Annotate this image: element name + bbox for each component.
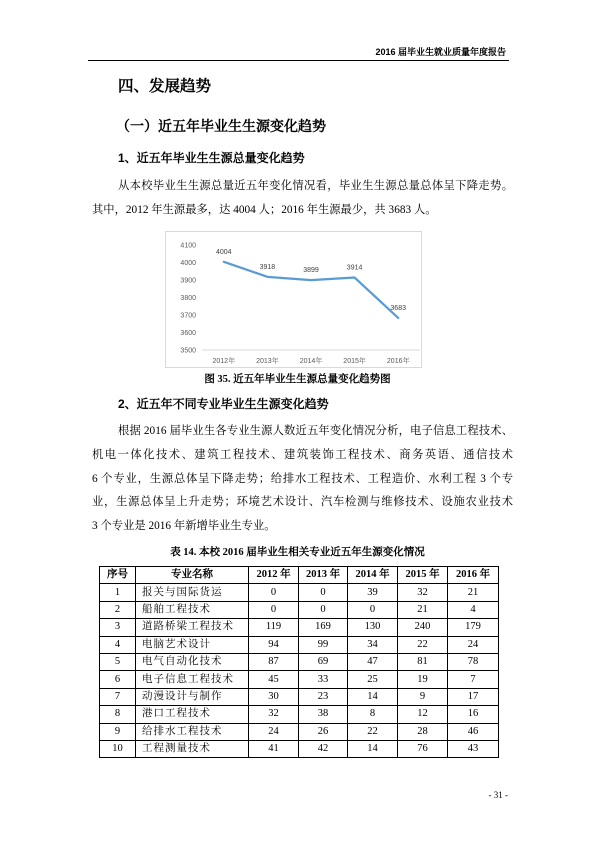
enrollment-count-cell: 0 <box>249 584 299 601</box>
paragraph-line: 6 个专业，生源总体呈下降走势；给排水工程技术、工程造价、水利工程 3 个专 <box>92 472 513 485</box>
table-header-row <box>100 567 499 584</box>
enrollment-count-cell: 81 <box>398 653 448 670</box>
x-tick-label: 2016年 <box>386 358 410 365</box>
major-name-cell: 动漫设计与制作 <box>136 688 249 705</box>
figure-caption: 图 35. 近五年毕业生生源总量变化趋势图 <box>204 374 391 385</box>
table-row <box>100 601 499 618</box>
enrollment-count-cell: 69 <box>299 653 348 670</box>
table-row <box>100 706 499 723</box>
column-header: 2012 年 <box>249 567 299 584</box>
table-row <box>100 619 499 636</box>
major-enrollment-table <box>99 566 499 758</box>
enrollment-count-cell: 42 <box>299 740 348 757</box>
paragraph-line: 根据 2016 届毕业生各专业生源人数近五年变化情况分析，电子信息工程技术、 <box>118 425 513 437</box>
y-tick-label: 3600 <box>180 330 196 337</box>
data-label: 3899 <box>303 267 319 275</box>
row-number-cell: 4 <box>100 636 136 653</box>
table-row <box>100 740 499 757</box>
enrollment-count-cell: 25 <box>348 671 398 688</box>
table-row <box>100 671 499 688</box>
enrollment-count-cell: 99 <box>299 636 348 653</box>
x-tick-label: 2015年 <box>343 358 366 365</box>
enrollment-count-cell: 41 <box>249 740 299 757</box>
paragraph-total-trend <box>92 174 513 222</box>
column-header: 2013 年 <box>299 567 348 584</box>
column-header: 2016 年 <box>448 567 499 584</box>
enrollment-count-cell: 33 <box>299 671 348 688</box>
x-tick-label: 2013年 <box>256 358 279 365</box>
major-name-cell: 电脑艺术设计 <box>136 636 249 653</box>
chart-border <box>166 232 422 368</box>
paragraph-line: 从本校毕业生生源总量近五年变化情况看，毕业生生源总量总体呈下降走势。 <box>118 180 513 192</box>
enrollment-count-cell: 94 <box>249 636 299 653</box>
table-body <box>100 584 499 758</box>
enrollment-count-cell: 119 <box>249 619 299 636</box>
enrollment-count-cell: 32 <box>249 706 299 723</box>
row-number-cell: 6 <box>100 671 136 688</box>
enrollment-count-cell: 34 <box>348 636 398 653</box>
enrollment-count-cell: 43 <box>448 740 499 757</box>
row-number-cell: 3 <box>100 619 136 636</box>
enrollment-count-cell: 26 <box>299 723 348 740</box>
row-number-cell: 5 <box>100 653 136 670</box>
column-header: 序号 <box>100 567 136 584</box>
y-tick-label: 3900 <box>180 277 196 285</box>
paragraph-line: 业，生源总体呈上升走势；环境艺术设计、汽车检测与维修技术、设施农业技术 <box>92 496 513 509</box>
enrollment-count-cell: 28 <box>398 723 448 740</box>
enrollment-count-cell: 16 <box>448 706 499 723</box>
enrollment-count-cell: 32 <box>398 584 448 601</box>
enrollment-count-cell: 4 <box>448 601 499 618</box>
enrollment-count-cell: 0 <box>299 601 348 618</box>
report-header-title: 2016 届毕业生就业质量年度报告 <box>375 47 506 57</box>
enrollment-count-cell: 22 <box>348 723 398 740</box>
enrollment-count-cell: 14 <box>348 688 398 705</box>
section-heading: 四、发展趋势 <box>118 78 212 95</box>
enrollment-count-cell: 240 <box>398 619 448 636</box>
enrollment-count-cell: 46 <box>448 723 499 740</box>
enrollment-count-cell: 38 <box>299 706 348 723</box>
subsection-heading: （一）近五年毕业生生源变化趋势 <box>116 118 326 134</box>
enrollment-count-cell: 24 <box>448 636 499 653</box>
enrollment-count-cell: 7 <box>448 671 499 688</box>
paragraph-line: 3 个专业是 2016 年新增毕业生专业。 <box>92 520 276 532</box>
enrollment-count-cell: 0 <box>299 584 348 601</box>
enrollment-count-cell: 47 <box>348 653 398 670</box>
enrollment-count-cell: 21 <box>398 601 448 618</box>
major-name-cell: 报关与国际货运 <box>136 584 249 601</box>
topic-heading-total-trend: 1、近五年毕业生生源总量变化趋势 <box>118 151 305 165</box>
row-number-cell: 2 <box>100 601 136 618</box>
table-row <box>100 584 499 601</box>
table-row <box>100 688 499 705</box>
table-row <box>100 653 499 670</box>
paragraph-line: 机电一体化技术、建筑工程技术、建筑装饰工程技术、商务英语、通信技术 <box>92 448 513 461</box>
y-tick-label: 3500 <box>180 347 196 355</box>
table-caption: 表 14. 本校 2016 届毕业生相关专业近五年生源变化情况 <box>170 547 425 558</box>
row-number-cell: 8 <box>100 706 136 723</box>
table-row <box>100 723 499 740</box>
major-name-cell: 电气自动化技术 <box>136 653 249 670</box>
header-rule <box>88 60 509 61</box>
enrollment-count-cell: 76 <box>398 740 448 757</box>
major-name-cell: 船舶工程技术 <box>136 601 249 618</box>
enrollment-count-cell: 0 <box>249 601 299 618</box>
x-tick-label: 2012年 <box>212 358 236 365</box>
row-number-cell: 10 <box>100 740 136 757</box>
topic-heading-major-trend: 2、近五年不同专业毕业生生源变化趋势 <box>118 397 329 411</box>
enrollment-count-cell: 23 <box>299 688 348 705</box>
row-number-cell: 9 <box>100 723 136 740</box>
data-label: 3918 <box>259 263 276 271</box>
enrollment-count-cell: 21 <box>448 584 499 601</box>
data-label: 3683 <box>390 304 406 312</box>
enrollment-count-cell: 24 <box>249 723 299 740</box>
page-number: - 31 - <box>488 790 508 800</box>
column-header: 2014 年 <box>348 567 398 584</box>
x-tick-label: 2014年 <box>299 358 323 365</box>
enrollment-count-cell: 130 <box>348 619 398 636</box>
enrollment-trend-chart-svg <box>165 231 422 368</box>
enrollment-count-cell: 169 <box>299 619 348 636</box>
row-number-cell: 7 <box>100 688 136 705</box>
major-name-cell: 工程测量技术 <box>136 740 249 757</box>
y-tick-label: 3700 <box>180 312 196 320</box>
enrollment-count-cell: 45 <box>249 671 299 688</box>
y-tick-label: 4000 <box>180 260 196 267</box>
major-name-cell: 给排水工程技术 <box>136 723 249 740</box>
enrollment-count-cell: 14 <box>348 740 398 757</box>
major-name-cell: 电子信息工程技术 <box>136 671 249 688</box>
enrollment-count-cell: 30 <box>249 688 299 705</box>
column-header: 2015 年 <box>398 567 448 584</box>
enrollment-count-cell: 9 <box>398 688 448 705</box>
enrollment-count-cell: 78 <box>448 653 499 670</box>
enrollment-count-cell: 8 <box>348 706 398 723</box>
enrollment-count-cell: 12 <box>398 706 448 723</box>
paragraph-major-trend <box>92 420 513 539</box>
enrollment-trend-chart <box>165 231 422 368</box>
y-tick-label: 4100 <box>180 242 196 250</box>
major-name-cell: 道路桥梁工程技术 <box>136 619 249 636</box>
column-header: 专业名称 <box>136 567 249 584</box>
table-row <box>100 636 499 653</box>
major-name-cell: 港口工程技术 <box>136 706 249 723</box>
enrollment-count-cell: 19 <box>398 671 448 688</box>
data-label: 4004 <box>216 248 232 256</box>
enrollment-count-cell: 179 <box>448 619 499 636</box>
enrollment-count-cell: 39 <box>348 584 398 601</box>
enrollment-count-cell: 22 <box>398 636 448 653</box>
enrollment-count-cell: 0 <box>348 601 398 618</box>
enrollment-count-cell: 87 <box>249 653 299 670</box>
y-tick-label: 3800 <box>180 295 196 302</box>
data-label: 3914 <box>346 264 363 272</box>
paragraph-line: 其中，2012 年生源最多，达 4004 人；2016 年生源最少，共 3683 人。 <box>92 204 437 216</box>
enrollment-count-cell: 17 <box>448 688 499 705</box>
row-number-cell: 1 <box>100 584 136 601</box>
